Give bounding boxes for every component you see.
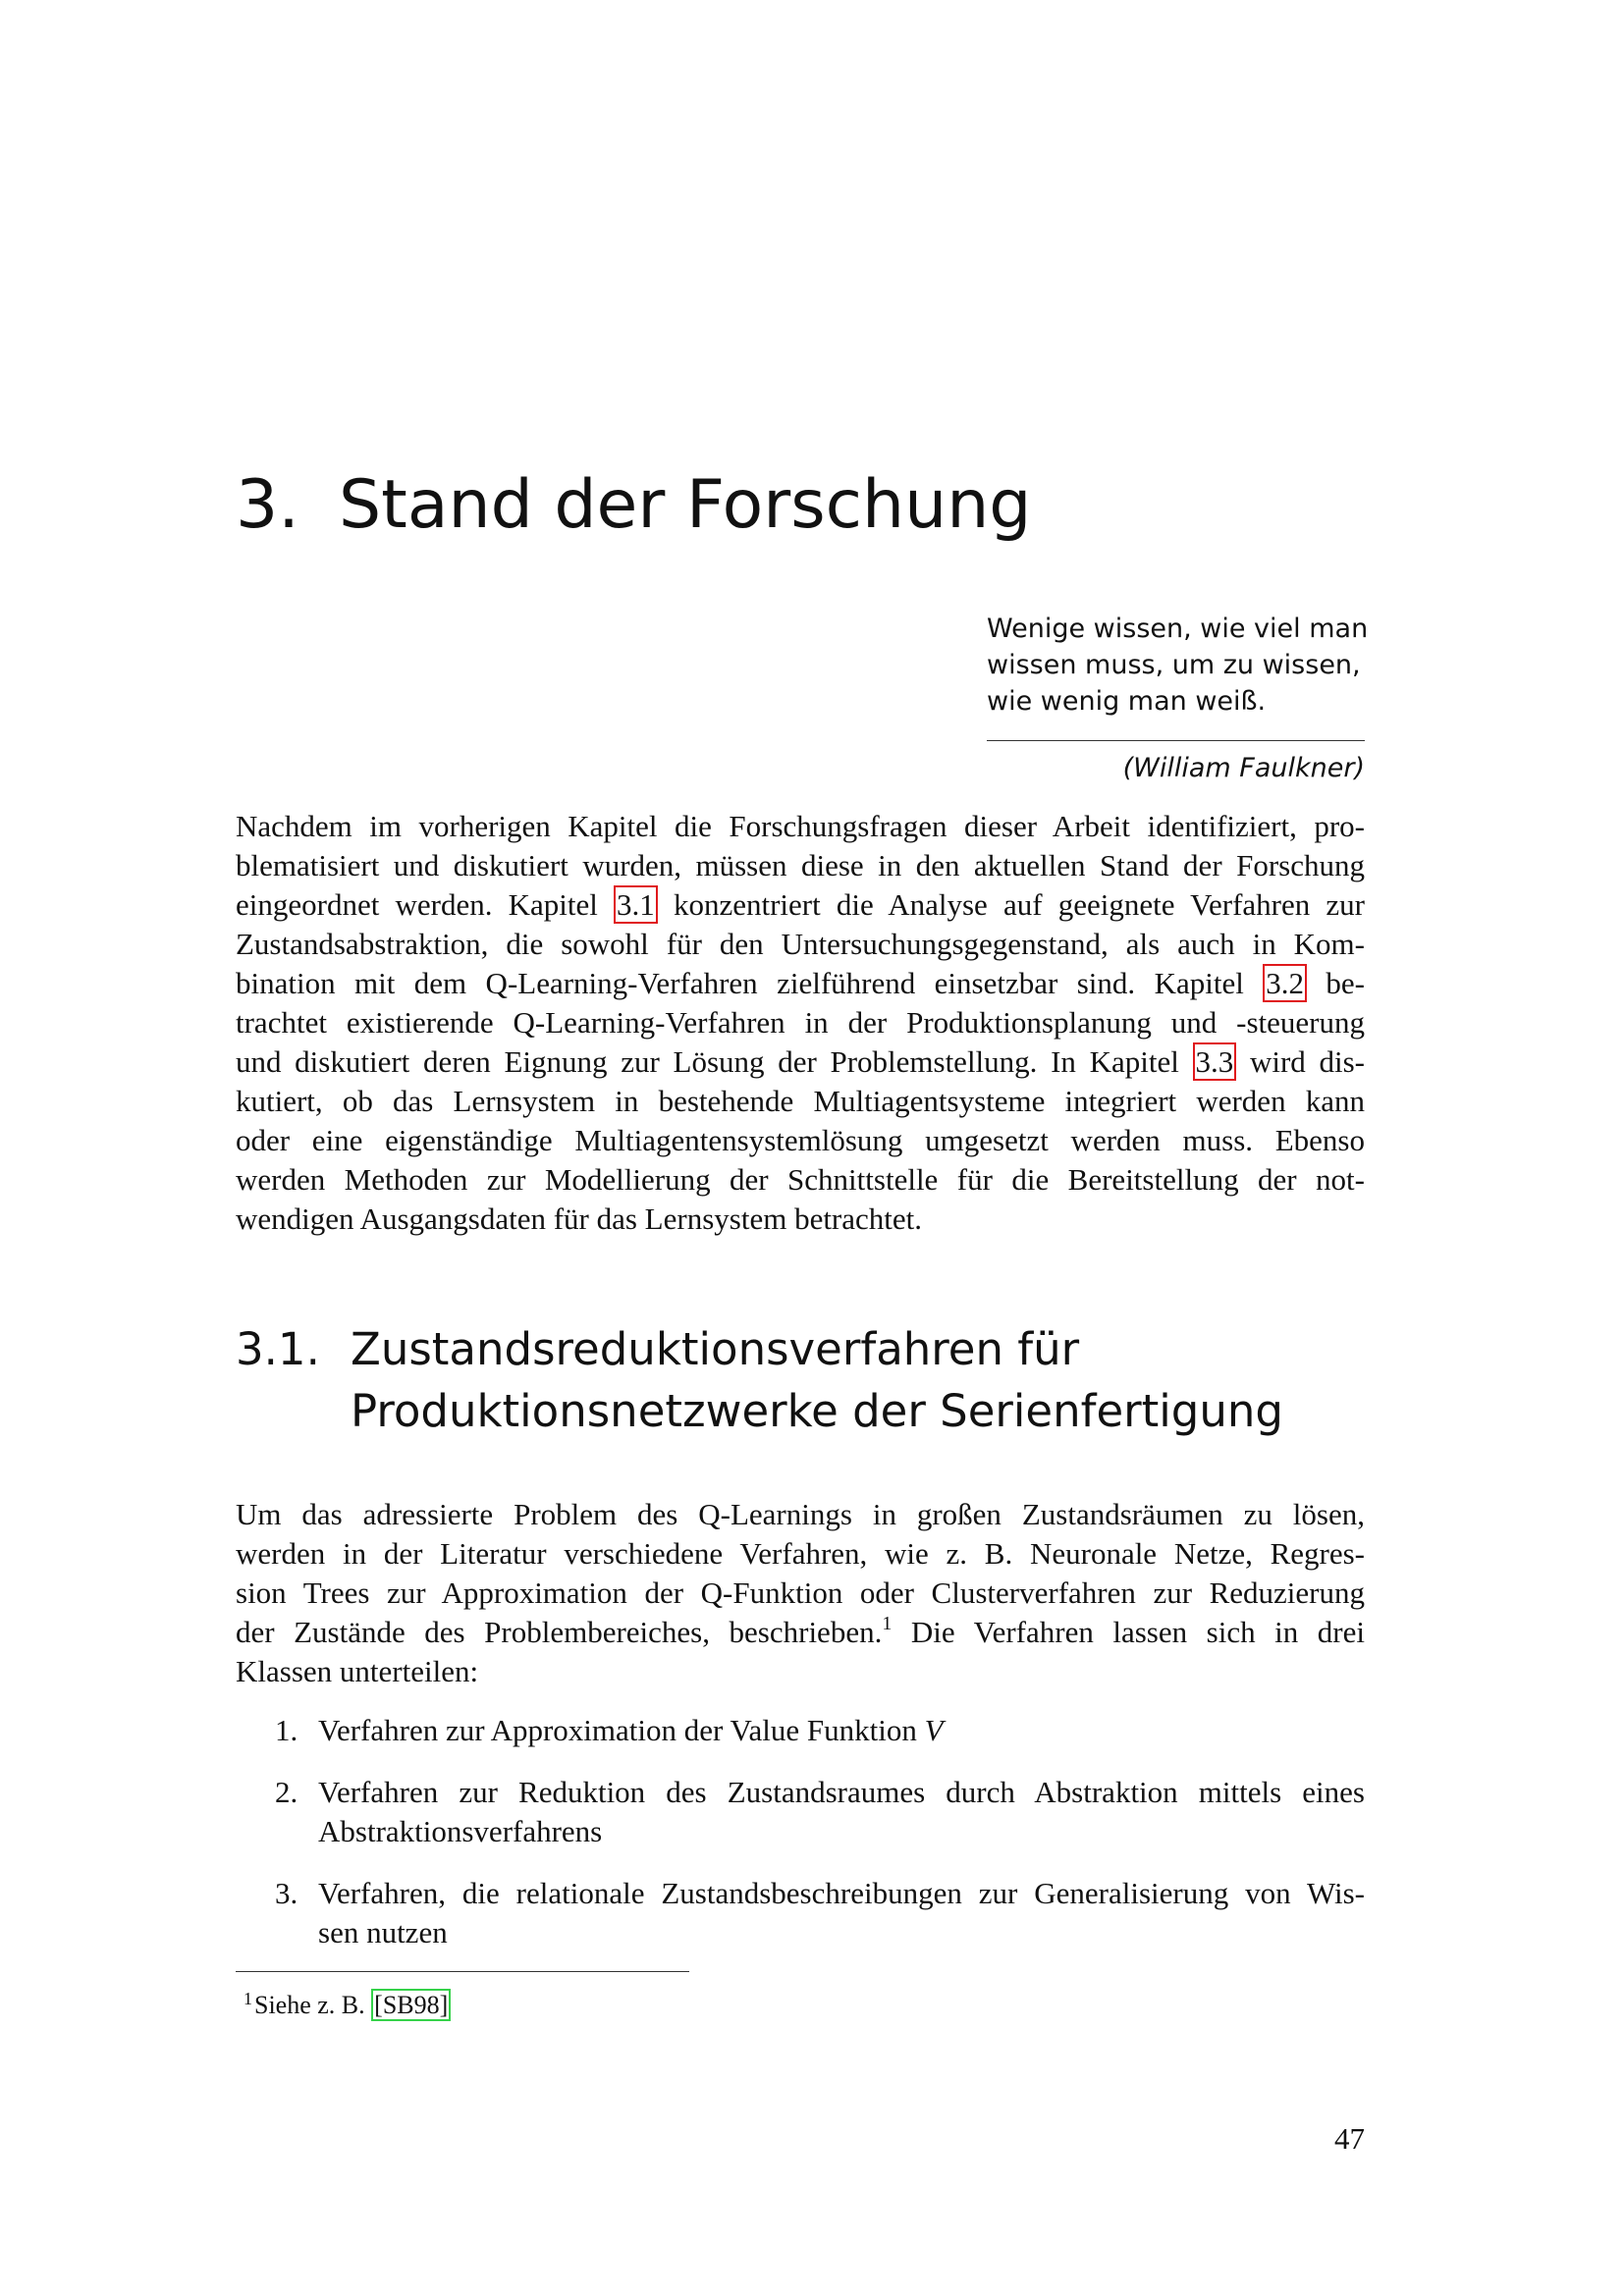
intro-paragraph (236, 807, 1365, 1239)
text-fragment: der Zustände des Problembereiches, beschrieben. (236, 1615, 883, 1649)
text-line: werden in der Literatur verschiedene Verfahren, wie z. B. Neuronale Netze, Regres- (236, 1536, 1365, 1571)
list-item-number: 3. (275, 1876, 298, 1910)
text-fragment: eingeordnet werden. Kapitel (236, 887, 598, 922)
text-fragment: be- (1326, 966, 1366, 1000)
footnote-reference[interactable]: 1 (882, 1613, 893, 1634)
text-fragment: bination mit dem Q-Learning-Verfahren zielführend einsetzbar sind. Kapitel (236, 966, 1244, 1000)
chapter-title-text: Stand der Forschung (339, 466, 1032, 544)
text-line (236, 964, 1365, 1003)
section-title-line: Zustandsreduktionsverfahren für (351, 1323, 1080, 1375)
epigraph-divider (987, 740, 1365, 741)
epigraph-line: Wenige wissen, wie viel man (987, 614, 1369, 644)
epigraph-line: wissen muss, um zu wissen, (987, 650, 1361, 680)
text-line: trachtet existierende Q-Learning-Verfahren in der Produktionsplanung und -steuerung (236, 1005, 1365, 1040)
chapter-number: 3. (236, 466, 299, 544)
list-item-text: Verfahren zur Reduktion des Zustandsraumes durch Abstraktion mittels eines (318, 1775, 1365, 1809)
chapter-ref-link[interactable]: 3.3 (1193, 1042, 1237, 1081)
text-fragment: Die Verfahren lassen sich in drei (910, 1615, 1366, 1649)
text-line: werden Methoden zur Modellierung der Schnittstelle für die Bereitstellung der not- (236, 1162, 1365, 1197)
text-line (236, 1042, 1365, 1082)
chapter-title (236, 461, 1031, 550)
section-title-line: Produktionsnetzwerke der Serienfertigung (351, 1385, 1283, 1437)
list-item-text (318, 1711, 1365, 1750)
text-fragment: und diskutiert deren Eignung zur Lösung der Problemstellung. In Kapitel (236, 1044, 1179, 1079)
text-line (236, 1613, 1365, 1652)
list-item (236, 1711, 1365, 1750)
text-line: wendigen Ausgangsdaten für das Lernsystem betrachtet. (236, 1201, 923, 1236)
list-item-text: Abstraktionsverfahrens (318, 1814, 603, 1848)
chapter-ref-link[interactable]: 3.2 (1263, 964, 1307, 1002)
section-heading (236, 1318, 1283, 1442)
footnote (236, 1982, 451, 2022)
list-item-number: 2. (275, 1775, 298, 1809)
page-number: 47 (1334, 2121, 1365, 2156)
section-number: 3.1. (236, 1323, 320, 1375)
epigraph-author: (William Faulkner) (1122, 753, 1365, 783)
list-item (236, 1773, 1365, 1851)
text-line: Zustandsabstraktion, die sowohl für den Untersuchungsgegenstand, als auch in Kom- (236, 927, 1365, 961)
text-line: oder eine eigenständige Multiagentensystemlösung umgesetzt werden muss. Ebenso (236, 1123, 1365, 1157)
list-item-number: 1. (275, 1713, 298, 1747)
text-line: kutiert, ob das Lernsystem in bestehende Multiagentsysteme integriert werden kann (236, 1084, 1365, 1118)
math-variable: V (924, 1713, 944, 1747)
footnote-mark: 1 (244, 1989, 252, 2008)
section-paragraph (236, 1495, 1365, 1691)
text-line: Nachdem im vorherigen Kapitel die Forschungsfragen dieser Arbeit identifiziert, pro- (236, 809, 1365, 843)
list-item-text: Verfahren, die relationale Zustandsbeschreibungen zur Generalisierung von Wis- (318, 1876, 1365, 1910)
epigraph (987, 611, 1369, 788)
text-line (236, 885, 1365, 925)
text-fragment: Verfahren zur Approximation der Value Funktion (318, 1713, 917, 1747)
list-item (236, 1874, 1365, 1952)
list-item-text: sen nutzen (318, 1915, 448, 1949)
text-line: Klassen unterteilen: (236, 1654, 479, 1688)
epigraph-line: wie wenig man weiß. (987, 686, 1267, 717)
chapter-ref-link[interactable]: 3.1 (614, 885, 658, 924)
text-line: blematisiert und diskutiert wurden, müssen diese in den aktuellen Stand der Forschung (236, 848, 1365, 882)
text-line: Um das adressierte Problem des Q-Learnings in großen Zustandsräumen zu lösen, (236, 1497, 1365, 1531)
footnote-text: Siehe z. B. (254, 1991, 365, 2019)
text-line: sion Trees zur Approximation der Q-Funktion oder Clusterverfahren zur Reduzierung (236, 1575, 1365, 1610)
footnote-divider (236, 1971, 689, 1972)
text-fragment: wird dis- (1249, 1044, 1365, 1079)
citation-link[interactable]: [SB98] (371, 1989, 451, 2021)
text-fragment: konzentriert die Analyse auf geeignete Verfahren zur (673, 887, 1366, 922)
method-class-list (236, 1711, 1365, 1952)
